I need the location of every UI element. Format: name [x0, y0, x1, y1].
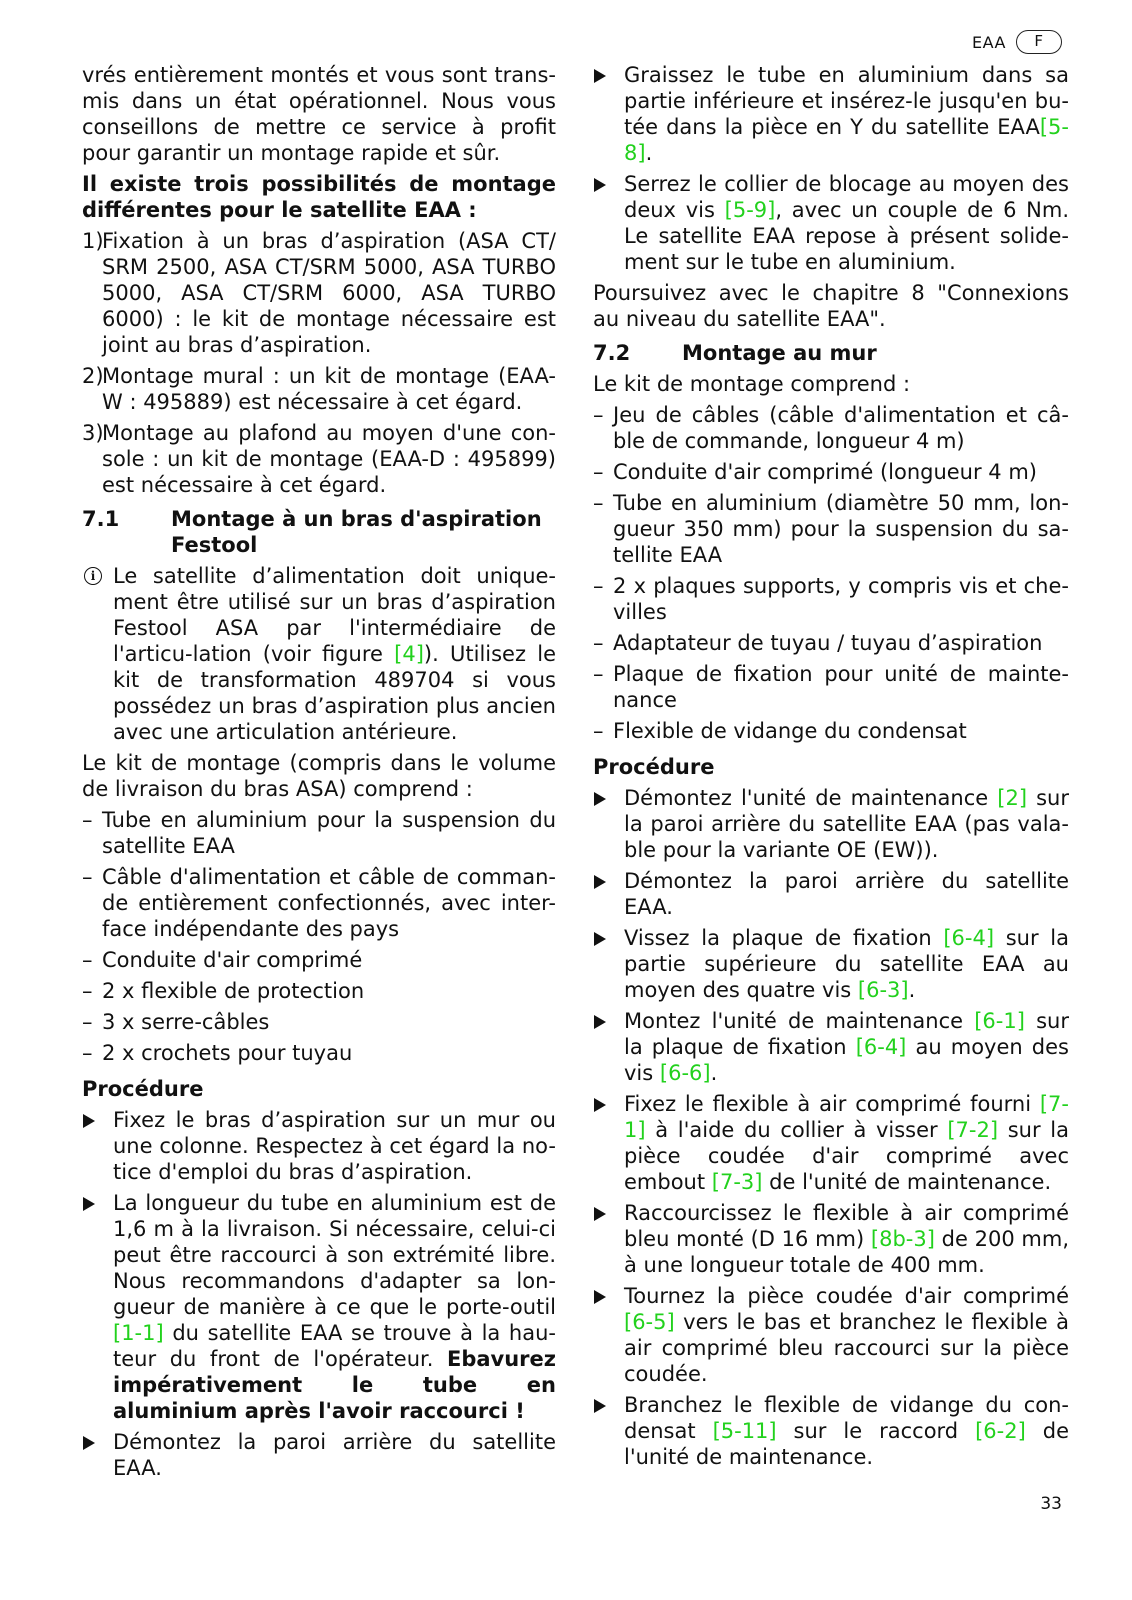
- list-item: [82, 363, 556, 415]
- procedure-heading: Procédure: [593, 755, 715, 779]
- step-item: [593, 785, 1069, 863]
- list-item: – Tube en aluminium (diamètre 50 mm, lon-gueur 350 mm) pour la suspension du sa-tellite EAA: [593, 491, 1069, 567]
- step-item: [593, 62, 1069, 166]
- section-heading-7-1: [82, 506, 556, 558]
- step-text: de l'unité de maintenance.: [624, 1419, 1069, 1469]
- list-text: Tube en aluminium pour la suspension du satellite EAA: [102, 808, 556, 858]
- triangle-bullet-icon: [83, 1197, 95, 1211]
- step-text: .: [645, 141, 653, 165]
- list-text: 2 x flexible de protection: [102, 979, 365, 1003]
- list-text: 2 x crochets pour tuyau: [102, 1041, 353, 1065]
- figure-ref[interactable]: [5-9]: [724, 198, 776, 222]
- section-number: 7.1: [82, 507, 120, 531]
- figure-ref[interactable]: [6-4]: [855, 1035, 907, 1059]
- step-item: [593, 1008, 1069, 1086]
- step-text: du satellite EAA se trouve à la hau-teur du front de l'opérateur.: [113, 1321, 556, 1371]
- figure-ref[interactable]: [5-8]: [624, 115, 1069, 165]
- step-text: au moyen des vis: [624, 1035, 1069, 1085]
- triangle-bullet-icon: [594, 1290, 606, 1304]
- right-column: [593, 62, 1069, 1475]
- figure-ref[interactable]: [6-6]: [659, 1061, 711, 1085]
- triangle-bullet-icon: [83, 1436, 95, 1450]
- figure-ref[interactable]: [1-1]: [113, 1321, 164, 1345]
- product-label: EAA: [972, 32, 1006, 52]
- list-item: [82, 420, 556, 498]
- triangle-bullet-icon: [594, 875, 606, 889]
- section-title: Montage à un bras d'aspiration Festool: [171, 507, 542, 557]
- paragraph: Poursuivez avec le chapitre 8 "Connexions au niveau du satellite EAA".: [593, 281, 1069, 331]
- step-text: Branchez le flexible de vidange du con-densat: [624, 1393, 1069, 1443]
- list-text: Conduite d'air comprimé: [102, 948, 363, 972]
- step-text: Démontez la paroi arrière du satellite EAA.: [624, 869, 1069, 919]
- section-number: 7.2: [593, 341, 631, 365]
- step-text: sur la plaque de fixation: [624, 1009, 1069, 1059]
- list-item: – Flexible de vidange du condensat: [593, 719, 967, 743]
- list-text: Montage mural : un kit de montage (EAA-W : 495889) est nécessaire à cet égard.: [102, 364, 556, 414]
- list-item: – Conduite d'air comprimé (longueur 4 m): [593, 460, 1037, 484]
- list-text: Tube en aluminium (diamètre 50 mm, lon-gueur 350 mm) pour la suspension du sa-tellite EAA: [613, 491, 1069, 567]
- list-text: 3 x serre-câbles: [102, 1010, 270, 1034]
- list-number: 3): [82, 421, 104, 445]
- section-title: Montage au mur: [682, 341, 877, 365]
- triangle-bullet-icon: [594, 1399, 606, 1413]
- note-text: ). Utilisez le kit de transformation 489704 si vous possédez un bras d’aspiration plus ancien avec une articulation antérieure.: [113, 642, 556, 744]
- list-text: Câble d'alimentation et câble de comman-de entièrement confectionnés, avec inter-face indépendante des pays: [102, 865, 556, 941]
- figure-ref[interactable]: [7-2]: [947, 1118, 999, 1142]
- page-number: 33: [1040, 1494, 1062, 1514]
- figure-ref[interactable]: [5-11]: [712, 1419, 777, 1443]
- step-text: sur la paroi arrière du satellite EAA (pas vala-ble pour la variante OE (EW)).: [624, 786, 1070, 862]
- step-text: Montez l'unité de maintenance: [624, 1009, 975, 1033]
- step-text: sur la pièce coudée d'air comprimé avec embout: [624, 1118, 1069, 1194]
- step-item: [593, 1091, 1069, 1195]
- list-text: Montage au plafond au moyen d'une con-sole : un kit de montage (EAA-D : 495899) est nécessaire à cet égard.: [102, 421, 556, 497]
- list-item: – Câble d'alimentation et câble de comman-de entièrement confectionnés, avec inter-face indépendante des pays: [82, 865, 556, 941]
- step-text: Raccourcissez le flexible à air comprimé bleu monté (D 16 mm): [624, 1201, 1069, 1251]
- triangle-bullet-icon: [83, 1114, 95, 1128]
- figure-ref[interactable]: [6-5]: [624, 1310, 675, 1334]
- list-item: – Conduite d'air comprimé: [82, 948, 363, 972]
- step-text: Vissez la plaque de fixation: [624, 926, 944, 950]
- step-text: Graissez le tube en aluminium dans sa partie inférieure et insérez-le jusqu'en bu-tée dans la pièce en Y du satellite EAA: [624, 63, 1069, 139]
- step-item: [593, 171, 1069, 275]
- paragraph: Le kit de montage comprend :: [593, 372, 911, 396]
- step-text: La longueur du tube en aluminium est de 1,6 m à la livraison. Si nécessaire, celui-ci peut être raccourci à son extrémité libre. Nous recommandons d'adapter sa lon-gueur de manière à ce que le porte-outil: [113, 1191, 556, 1319]
- list-text: Fixation à un bras d’aspiration (ASA CT/ SRM 2500, ASA CT/SRM 5000, ASA TURBO 5000, ASA CT/SRM 6000, ASA TURBO 6000) : le kit de montage nécessaire est joint au bras d’aspiration.: [102, 229, 556, 357]
- list-item: [82, 228, 556, 358]
- step-text: , avec un couple de 6 Nm. Le satellite EAA repose à présent solide-ment sur le tube en aluminium.: [624, 198, 1069, 274]
- figure-ref[interactable]: [8b-3]: [870, 1227, 935, 1251]
- warning-text: Ebavurez impérativement le tube en aluminium après l'avoir raccourci !: [113, 1347, 556, 1423]
- step-item: [82, 1107, 556, 1185]
- list-item: – Adaptateur de tuyau / tuyau d’aspiration: [593, 631, 1043, 655]
- list-text: Flexible de vidange du condensat: [613, 719, 967, 743]
- paragraph: Le kit de montage (compris dans le volume de livraison du bras ASA) comprend :: [82, 751, 556, 801]
- step-text: Fixez le flexible à air comprimé fourni: [624, 1092, 1040, 1116]
- step-text: de 200 mm, à une longueur totale de 400 mm.: [624, 1227, 1069, 1277]
- step-text: .: [908, 978, 916, 1002]
- figure-ref[interactable]: [7-1]: [624, 1092, 1069, 1142]
- step-item: [593, 868, 1069, 920]
- list-number: 2): [82, 364, 104, 388]
- figure-ref[interactable]: [6-4]: [943, 926, 995, 950]
- list-text: Adaptateur de tuyau / tuyau d’aspiration: [613, 631, 1043, 655]
- step-text: Démontez l'unité de maintenance: [624, 786, 998, 810]
- list-item: – Jeu de câbles (câble d'alimentation et câ-ble de commande, longueur 4 m): [593, 403, 1069, 453]
- figure-ref[interactable]: [6-3]: [857, 978, 909, 1002]
- step-text: sur la partie supérieure du satellite EAA au moyen des quatre vis: [624, 926, 1069, 1002]
- triangle-bullet-icon: [594, 1015, 606, 1029]
- section-heading-7-2: [593, 340, 1069, 366]
- triangle-bullet-icon: [594, 69, 606, 83]
- step-text: Démontez la paroi arrière du satellite EAA.: [113, 1430, 556, 1480]
- list-text: Jeu de câbles (câble d'alimentation et câ-ble de commande, longueur 4 m): [613, 403, 1069, 453]
- step-item: [593, 1283, 1069, 1387]
- step-text: .: [710, 1061, 718, 1085]
- intro-heading: Il existe trois possibilités de montage différentes pour le satellite EAA :: [82, 172, 556, 222]
- step-text: Fixez le bras d’aspiration sur un mur ou une colonne. Respectez à cet égard la no-tice d'emploi du bras d’aspiration.: [113, 1108, 556, 1184]
- triangle-bullet-icon: [594, 792, 606, 806]
- triangle-bullet-icon: [594, 1098, 606, 1112]
- paragraph: vrés entièrement montés et vous sont trans-mis dans un état opérationnel. Nous vous conseillons de mettre ce service à profit pour garantir un montage rapide et sûr.: [82, 63, 556, 165]
- triangle-bullet-icon: [594, 932, 606, 946]
- list-item: – 3 x serre-câbles: [82, 1010, 270, 1034]
- info-icon: i: [84, 567, 102, 585]
- figure-ref[interactable]: [4]: [394, 642, 424, 666]
- list-item: – Plaque de fixation pour unité de mainte-nance: [593, 662, 1069, 712]
- note-text: Le satellite d’alimentation doit unique-ment être utilisé sur un bras d’aspiration Festool ASA par l'intermédiaire de l'articu-lation (voir figure: [113, 564, 556, 666]
- list-number: 1): [82, 229, 104, 253]
- list-item: – 2 x plaques supports, y compris vis et che-villes: [593, 574, 1069, 624]
- triangle-bullet-icon: [594, 1207, 606, 1221]
- figure-ref[interactable]: [2]: [997, 786, 1028, 810]
- step-item: [593, 1392, 1069, 1470]
- list-text: 2 x plaques supports, y compris vis et che-villes: [613, 574, 1069, 624]
- figure-ref[interactable]: [6-1]: [974, 1009, 1025, 1033]
- list-item: – 2 x flexible de protection: [82, 979, 365, 1003]
- triangle-bullet-icon: [594, 178, 606, 192]
- step-text: à l'aide du collier à visser: [645, 1118, 948, 1142]
- language-badge: F: [1016, 30, 1062, 54]
- step-item: [82, 1190, 556, 1424]
- list-text: Conduite d'air comprimé (longueur 4 m): [613, 460, 1037, 484]
- step-text: Tournez la pièce coudée d'air comprimé: [624, 1284, 1069, 1308]
- left-column: [82, 62, 556, 1486]
- list-item: – Tube en aluminium pour la suspension du satellite EAA: [82, 808, 556, 858]
- step-text: Serrez le collier de blocage au moyen des deux vis: [624, 172, 1069, 222]
- list-item: – 2 x crochets pour tuyau: [82, 1041, 353, 1065]
- step-text: vers le bas et branchez le flexible à air comprimé bleu raccourci sur la pièce coudée.: [624, 1310, 1069, 1386]
- note: [82, 563, 556, 745]
- step-text: sur le raccord: [776, 1419, 976, 1443]
- step-text: de l'unité de maintenance.: [762, 1170, 1052, 1194]
- page-header: [972, 30, 1062, 54]
- list-text: Plaque de fixation pour unité de mainte-nance: [613, 662, 1069, 712]
- figure-ref[interactable]: [7-3]: [711, 1170, 763, 1194]
- step-item: [82, 1429, 556, 1481]
- figure-ref[interactable]: [6-2]: [975, 1419, 1026, 1443]
- step-item: [593, 1200, 1069, 1278]
- procedure-heading: Procédure: [82, 1077, 204, 1101]
- step-item: [593, 925, 1069, 1003]
